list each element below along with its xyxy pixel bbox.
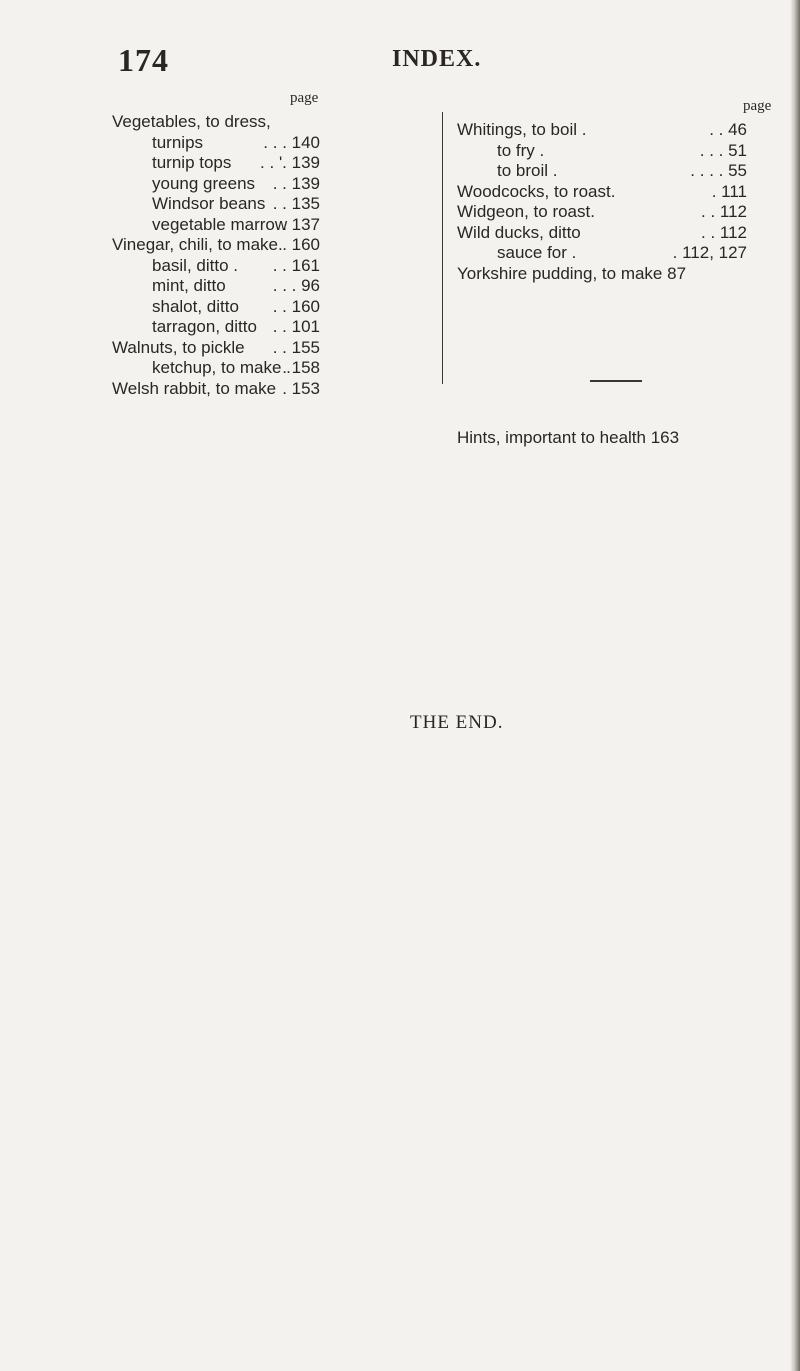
entry-page: . 153 — [282, 378, 320, 398]
page-column-label: page — [743, 98, 772, 114]
entry-label: ketchup, to make . — [152, 358, 291, 377]
index-entries-left — [112, 112, 432, 399]
entry-label: to broil . — [497, 161, 558, 180]
entry-label: Windsor beans — [152, 194, 266, 213]
hints-entry: Hints, important to health 163 — [457, 428, 680, 447]
index-entry — [457, 202, 779, 223]
entry-page: . . '. 139 — [260, 153, 320, 172]
index-entry — [112, 174, 432, 195]
entry-page: . . 46 — [709, 120, 747, 139]
section-rule — [590, 380, 642, 382]
running-title: INDEX. — [392, 46, 482, 72]
entry-label: Whitings, to boil . — [457, 120, 587, 139]
index-entry — [457, 243, 779, 264]
index-entry — [457, 182, 779, 203]
entry-label: mint, ditto — [152, 276, 226, 295]
entry-page: . 158 — [282, 358, 320, 377]
entry-label: Woodcocks, to roast. — [457, 181, 616, 201]
index-entries-right — [457, 120, 779, 284]
entry-label: Walnuts, to pickle — [112, 337, 245, 357]
entry-label: to fry . — [497, 140, 545, 160]
the-end: THE END. — [410, 712, 504, 733]
index-entry — [112, 379, 432, 400]
entry-label: sauce for . — [497, 243, 577, 262]
entry-page: . . 161 — [272, 255, 320, 275]
entry-full-line: Yorkshire pudding, to make 87 — [457, 263, 687, 283]
entry-label: tarragon, ditto — [152, 317, 257, 336]
index-entry — [457, 120, 779, 141]
entry-page: . 111 — [711, 181, 747, 201]
index-entry — [457, 223, 779, 244]
index-entry — [112, 112, 432, 133]
entry-page: . . . . 55 — [690, 161, 747, 180]
index-entry — [112, 215, 432, 236]
page-column-label: page — [290, 90, 319, 106]
index-entry — [112, 256, 432, 277]
entry-page: . 112, 127 — [672, 243, 747, 262]
index-entry — [112, 297, 432, 318]
entry-label: vegetable marrow — [152, 214, 288, 234]
index-entry — [112, 133, 432, 154]
page-edge — [790, 0, 800, 1371]
index-entry — [112, 235, 432, 256]
entry-label: young greens — [152, 173, 256, 193]
entry-page: . . 112 — [701, 222, 747, 242]
index-entry — [112, 317, 432, 338]
entry-label: turnips — [152, 132, 204, 152]
page-number: 174 — [118, 42, 169, 78]
entry-page: . . 139 — [272, 173, 320, 193]
entry-page: . 137 — [282, 214, 320, 234]
entry-label: basil, ditto . — [152, 255, 238, 275]
entry-page: . . 160 — [272, 296, 320, 316]
index-entry — [457, 161, 779, 182]
entry-page: . . . 51 — [699, 140, 747, 160]
column-divider — [442, 112, 443, 384]
entry-label: Welsh rabbit, to make — [112, 378, 277, 398]
entry-label: Wild ducks, ditto — [457, 222, 581, 242]
entry-label: Vinegar, chili, to make. — [112, 235, 283, 254]
page-header — [0, 42, 800, 82]
entry-page: . . 155 — [272, 337, 320, 357]
index-entry — [112, 358, 432, 379]
entry-label: Widgeon, to roast. — [457, 202, 595, 221]
index-entry-full — [457, 264, 779, 285]
index-entry — [112, 276, 432, 297]
index-entry — [112, 153, 432, 174]
entry-label: turnip tops — [152, 153, 232, 172]
entry-page: . . . 140 — [263, 132, 320, 152]
entry-page: . . . 96 — [272, 276, 320, 295]
entry-page: . . 101 — [272, 317, 320, 336]
entry-page: . 160 — [282, 235, 320, 254]
index-entry — [457, 141, 779, 162]
index-entry — [112, 194, 432, 215]
index-entry — [112, 338, 432, 359]
entry-label: shalot, ditto — [152, 296, 239, 316]
entry-page: . . 135 — [272, 194, 320, 213]
entry-page: . . 112 — [701, 202, 747, 221]
entry-label: Vegetables, to dress, — [112, 112, 271, 131]
